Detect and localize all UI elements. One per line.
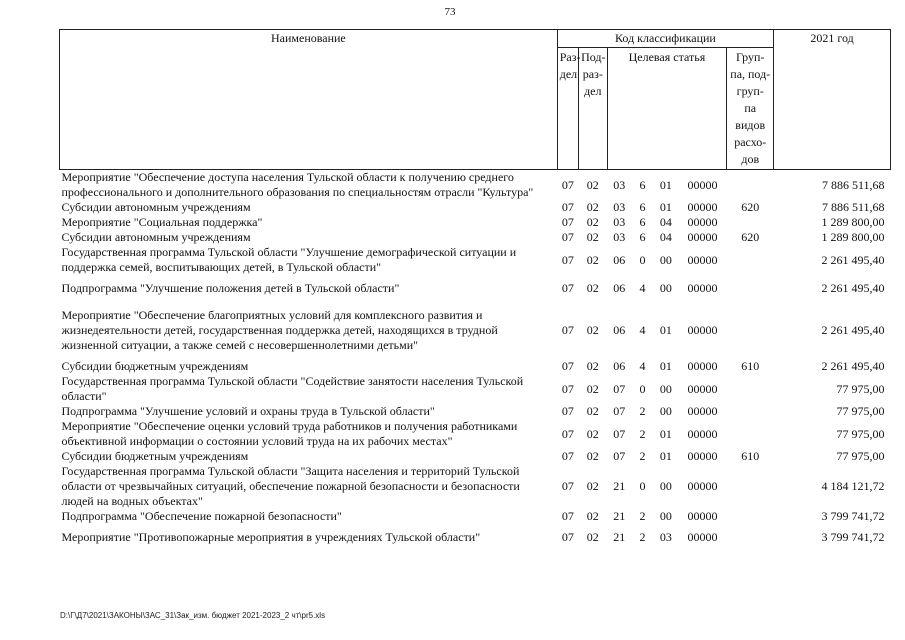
row-code-g (727, 419, 774, 449)
row-code-t1: 06 (613, 359, 626, 373)
row-code-r: 07 (561, 177, 574, 192)
row-name: Субсидии бюджетным учреждениям (61, 449, 249, 463)
row-code-r: 07 (561, 230, 574, 244)
table-row (60, 275, 891, 302)
row-code-t1: 06 (613, 281, 626, 295)
row-code-t1: 07 (613, 404, 626, 418)
row-code-t3: 01 (659, 359, 672, 373)
row-code-t2: 0 (639, 381, 646, 396)
row-code-t4: 00000 (687, 215, 718, 229)
row-code-g: 620 (741, 230, 760, 244)
row-code-t2: 6 (639, 200, 646, 214)
row-code-t2: 0 (639, 252, 646, 267)
row-code-r: 07 (561, 479, 574, 493)
row-code-t1: 06 (613, 323, 626, 337)
row-name: Государственная программа Тульской области "Защита населения и территорий Тульской области от чрезвычайных ситуаций, обеспечение пожарной безопасности и безопасности людей на водных объектах" (61, 464, 520, 508)
header-classification: Код классификации (557, 30, 773, 48)
table-row (60, 464, 891, 509)
row-code-t1: 03 (613, 177, 626, 192)
row-code-t1: 07 (613, 449, 626, 463)
row-code-t3: 01 (659, 449, 672, 463)
row-code-g: 610 (741, 359, 760, 373)
row-code-t2: 0 (639, 479, 646, 493)
table-row (60, 509, 891, 524)
row-code-t4: 00000 (687, 252, 718, 267)
row-name: Государственная программа Тульской области "Содействие занятости населения Тульской области" (61, 374, 524, 403)
row-code-r: 07 (561, 323, 574, 337)
row-code-p: 02 (586, 381, 599, 396)
row-name: Мероприятие "Социальная поддержка" (61, 215, 263, 229)
row-amount: 2 261 495,40 (821, 323, 885, 337)
row-code-t4: 00000 (687, 404, 718, 418)
row-code-p: 02 (586, 230, 599, 244)
row-code-p: 02 (586, 426, 599, 441)
row-amount: 3 799 741,72 (821, 530, 885, 544)
header-year: 2021 год (774, 30, 891, 170)
row-code-t2: 4 (639, 323, 646, 337)
row-amount: 77 975,00 (836, 381, 885, 396)
row-code-t2: 2 (639, 426, 646, 441)
row-code-p: 02 (586, 252, 599, 267)
row-code-t2: 2 (639, 404, 646, 418)
row-code-t1: 21 (613, 509, 626, 523)
row-code-t2: 4 (639, 281, 646, 295)
row-amount: 77 975,00 (836, 404, 885, 418)
row-code-g (727, 509, 774, 524)
row-code-p: 02 (586, 449, 599, 463)
row-code-t2: 2 (639, 530, 646, 544)
row-code-t2: 2 (639, 449, 646, 463)
row-code-t3: 00 (659, 479, 672, 493)
row-amount: 2 261 495,40 (821, 252, 885, 267)
row-code-t4: 00000 (687, 530, 718, 544)
row-code-p: 02 (586, 359, 599, 373)
row-code-t4: 00000 (687, 281, 718, 295)
row-code-t4: 00000 (687, 323, 718, 337)
row-code-t1: 07 (613, 381, 626, 396)
header-name: Наименование (60, 30, 558, 170)
row-code-g (727, 524, 774, 551)
row-code-t4: 00000 (687, 200, 718, 214)
row-code-r: 07 (561, 252, 574, 267)
row-code-g: 610 (741, 449, 760, 463)
row-name: Субсидии бюджетным учреждениям (61, 359, 249, 373)
page-number: 73 (444, 6, 456, 18)
row-code-p: 02 (586, 530, 599, 544)
table-row (60, 302, 891, 359)
row-code-g (727, 215, 774, 230)
row-code-p: 02 (586, 509, 599, 523)
row-code-t3: 00 (659, 252, 672, 267)
row-code-g (727, 170, 774, 201)
header-section: Раз- дел (557, 48, 578, 170)
row-code-t1: 21 (613, 479, 626, 493)
row-code-t3: 01 (659, 426, 672, 441)
row-code-t2: 6 (639, 215, 646, 229)
row-code-t3: 01 (659, 200, 672, 214)
row-code-t1: 21 (613, 530, 626, 544)
row-code-t1: 03 (613, 215, 626, 229)
row-code-t3: 04 (659, 230, 672, 244)
row-code-t3: 00 (659, 381, 672, 396)
table-row (60, 215, 891, 230)
row-name: Подпрограмма "Обеспечение пожарной безопасности" (61, 509, 342, 523)
row-name: Государственная программа Тульской области "Улучшение демографической ситуации и поддержка семей, воспитывающих детей, в Тульской области" (61, 245, 517, 274)
row-code-t4: 00000 (687, 509, 718, 523)
row-amount: 2 261 495,40 (821, 281, 885, 295)
row-code-t3: 00 (659, 509, 672, 523)
row-code-p: 02 (586, 281, 599, 295)
row-code-t3: 01 (659, 177, 672, 192)
table-row (60, 524, 891, 551)
row-name: Подпрограмма "Улучшение положения детей в Тульской области" (61, 281, 400, 295)
row-name: Мероприятие "Обеспечение оценки условий труда работников и получения работниками объективной информации о состоянии условий труда на их рабочих местах" (61, 419, 518, 448)
row-code-p: 02 (586, 479, 599, 493)
row-code-r: 07 (561, 381, 574, 396)
row-name: Субсидии автономным учреждениям (61, 200, 251, 214)
row-amount: 1 289 800,00 (821, 230, 885, 244)
row-amount: 7 886 511,68 (821, 200, 885, 214)
header-target: Целевая статья (607, 48, 727, 170)
row-code-r: 07 (561, 449, 574, 463)
table-row (60, 374, 891, 404)
row-code-t4: 00000 (687, 230, 718, 244)
row-code-t1: 03 (613, 200, 626, 214)
table-row (60, 449, 891, 464)
row-code-g: 620 (741, 200, 760, 214)
row-code-t1: 06 (613, 252, 626, 267)
table-row (60, 200, 891, 215)
row-name: Мероприятие "Обеспечение доступа населения Тульской области к получению среднего профессионального и дополнительного образования по специальностям отрасли "Культура" (61, 170, 534, 199)
row-code-t1: 03 (613, 230, 626, 244)
row-code-g (727, 374, 774, 404)
budget-table (59, 29, 891, 551)
row-code-p: 02 (586, 323, 599, 337)
row-code-r: 07 (561, 359, 574, 373)
row-amount: 2 261 495,40 (821, 359, 885, 373)
row-amount: 77 975,00 (836, 449, 885, 463)
row-code-t3: 01 (659, 323, 672, 337)
row-code-t2: 6 (639, 230, 646, 244)
row-code-t2: 2 (639, 509, 646, 523)
row-code-r: 07 (561, 281, 574, 295)
table-row (60, 245, 891, 275)
table-row (60, 419, 891, 449)
table-row (60, 230, 891, 245)
row-amount: 4 184 121,72 (821, 479, 885, 493)
row-amount: 77 975,00 (836, 426, 885, 441)
row-code-t4: 00000 (687, 479, 718, 493)
row-amount: 3 799 741,72 (821, 509, 885, 523)
row-code-t4: 00000 (687, 449, 718, 463)
row-code-t4: 00000 (687, 359, 718, 373)
row-code-t4: 00000 (687, 426, 718, 441)
row-amount: 1 289 800,00 (821, 215, 885, 229)
row-name: Подпрограмма "Улучшение условий и охраны труда в Тульской области" (61, 404, 435, 418)
row-code-r: 07 (561, 215, 574, 229)
header-group: Груп- па, под- груп- па видов расхо- дов (727, 48, 774, 170)
row-code-r: 07 (561, 530, 574, 544)
table-row (60, 170, 891, 201)
row-name: Мероприятие "Обеспечение благоприятных условий для комплексного развития и жизнедеятельности детей, государственная поддержка детей, находящихся в трудной жизненной ситуации, а также семей с несовершеннолетними детьми" (61, 308, 498, 352)
row-code-r: 07 (561, 509, 574, 523)
row-code-g (727, 464, 774, 509)
row-code-p: 02 (586, 215, 599, 229)
row-name: Мероприятие "Противопожарные мероприятия в учреждениях Тульской области" (61, 530, 481, 544)
row-code-r: 07 (561, 404, 574, 418)
row-code-t3: 04 (659, 215, 672, 229)
row-name: Субсидии автономным учреждениям (61, 230, 251, 244)
header-subsection: Под- раз- дел (579, 48, 607, 170)
row-code-t1: 07 (613, 426, 626, 441)
row-code-t3: 00 (659, 404, 672, 418)
file-path-footer: D:\Г\Д7\2021\ЗАКОНЫ\ЗАС_31\Зак_изм. бюджет 2021-2023_2 чт\pr5.xls (60, 611, 326, 620)
row-code-g (727, 302, 774, 359)
row-code-r: 07 (561, 426, 574, 441)
row-code-g (727, 275, 774, 302)
table-body (60, 170, 891, 552)
row-code-p: 02 (586, 404, 599, 418)
row-code-g (727, 404, 774, 419)
row-code-t3: 00 (659, 281, 672, 295)
row-code-p: 02 (586, 200, 599, 214)
row-amount: 7 886 511,68 (821, 177, 885, 192)
row-code-t2: 4 (639, 359, 646, 373)
row-code-t4: 00000 (687, 177, 718, 192)
row-code-t2: 6 (639, 177, 646, 192)
row-code-t4: 00000 (687, 381, 718, 396)
table-row (60, 404, 891, 419)
row-code-p: 02 (586, 177, 599, 192)
row-code-r: 07 (561, 200, 574, 214)
row-code-g (727, 245, 774, 275)
table-row (60, 359, 891, 374)
row-code-t3: 03 (659, 530, 672, 544)
